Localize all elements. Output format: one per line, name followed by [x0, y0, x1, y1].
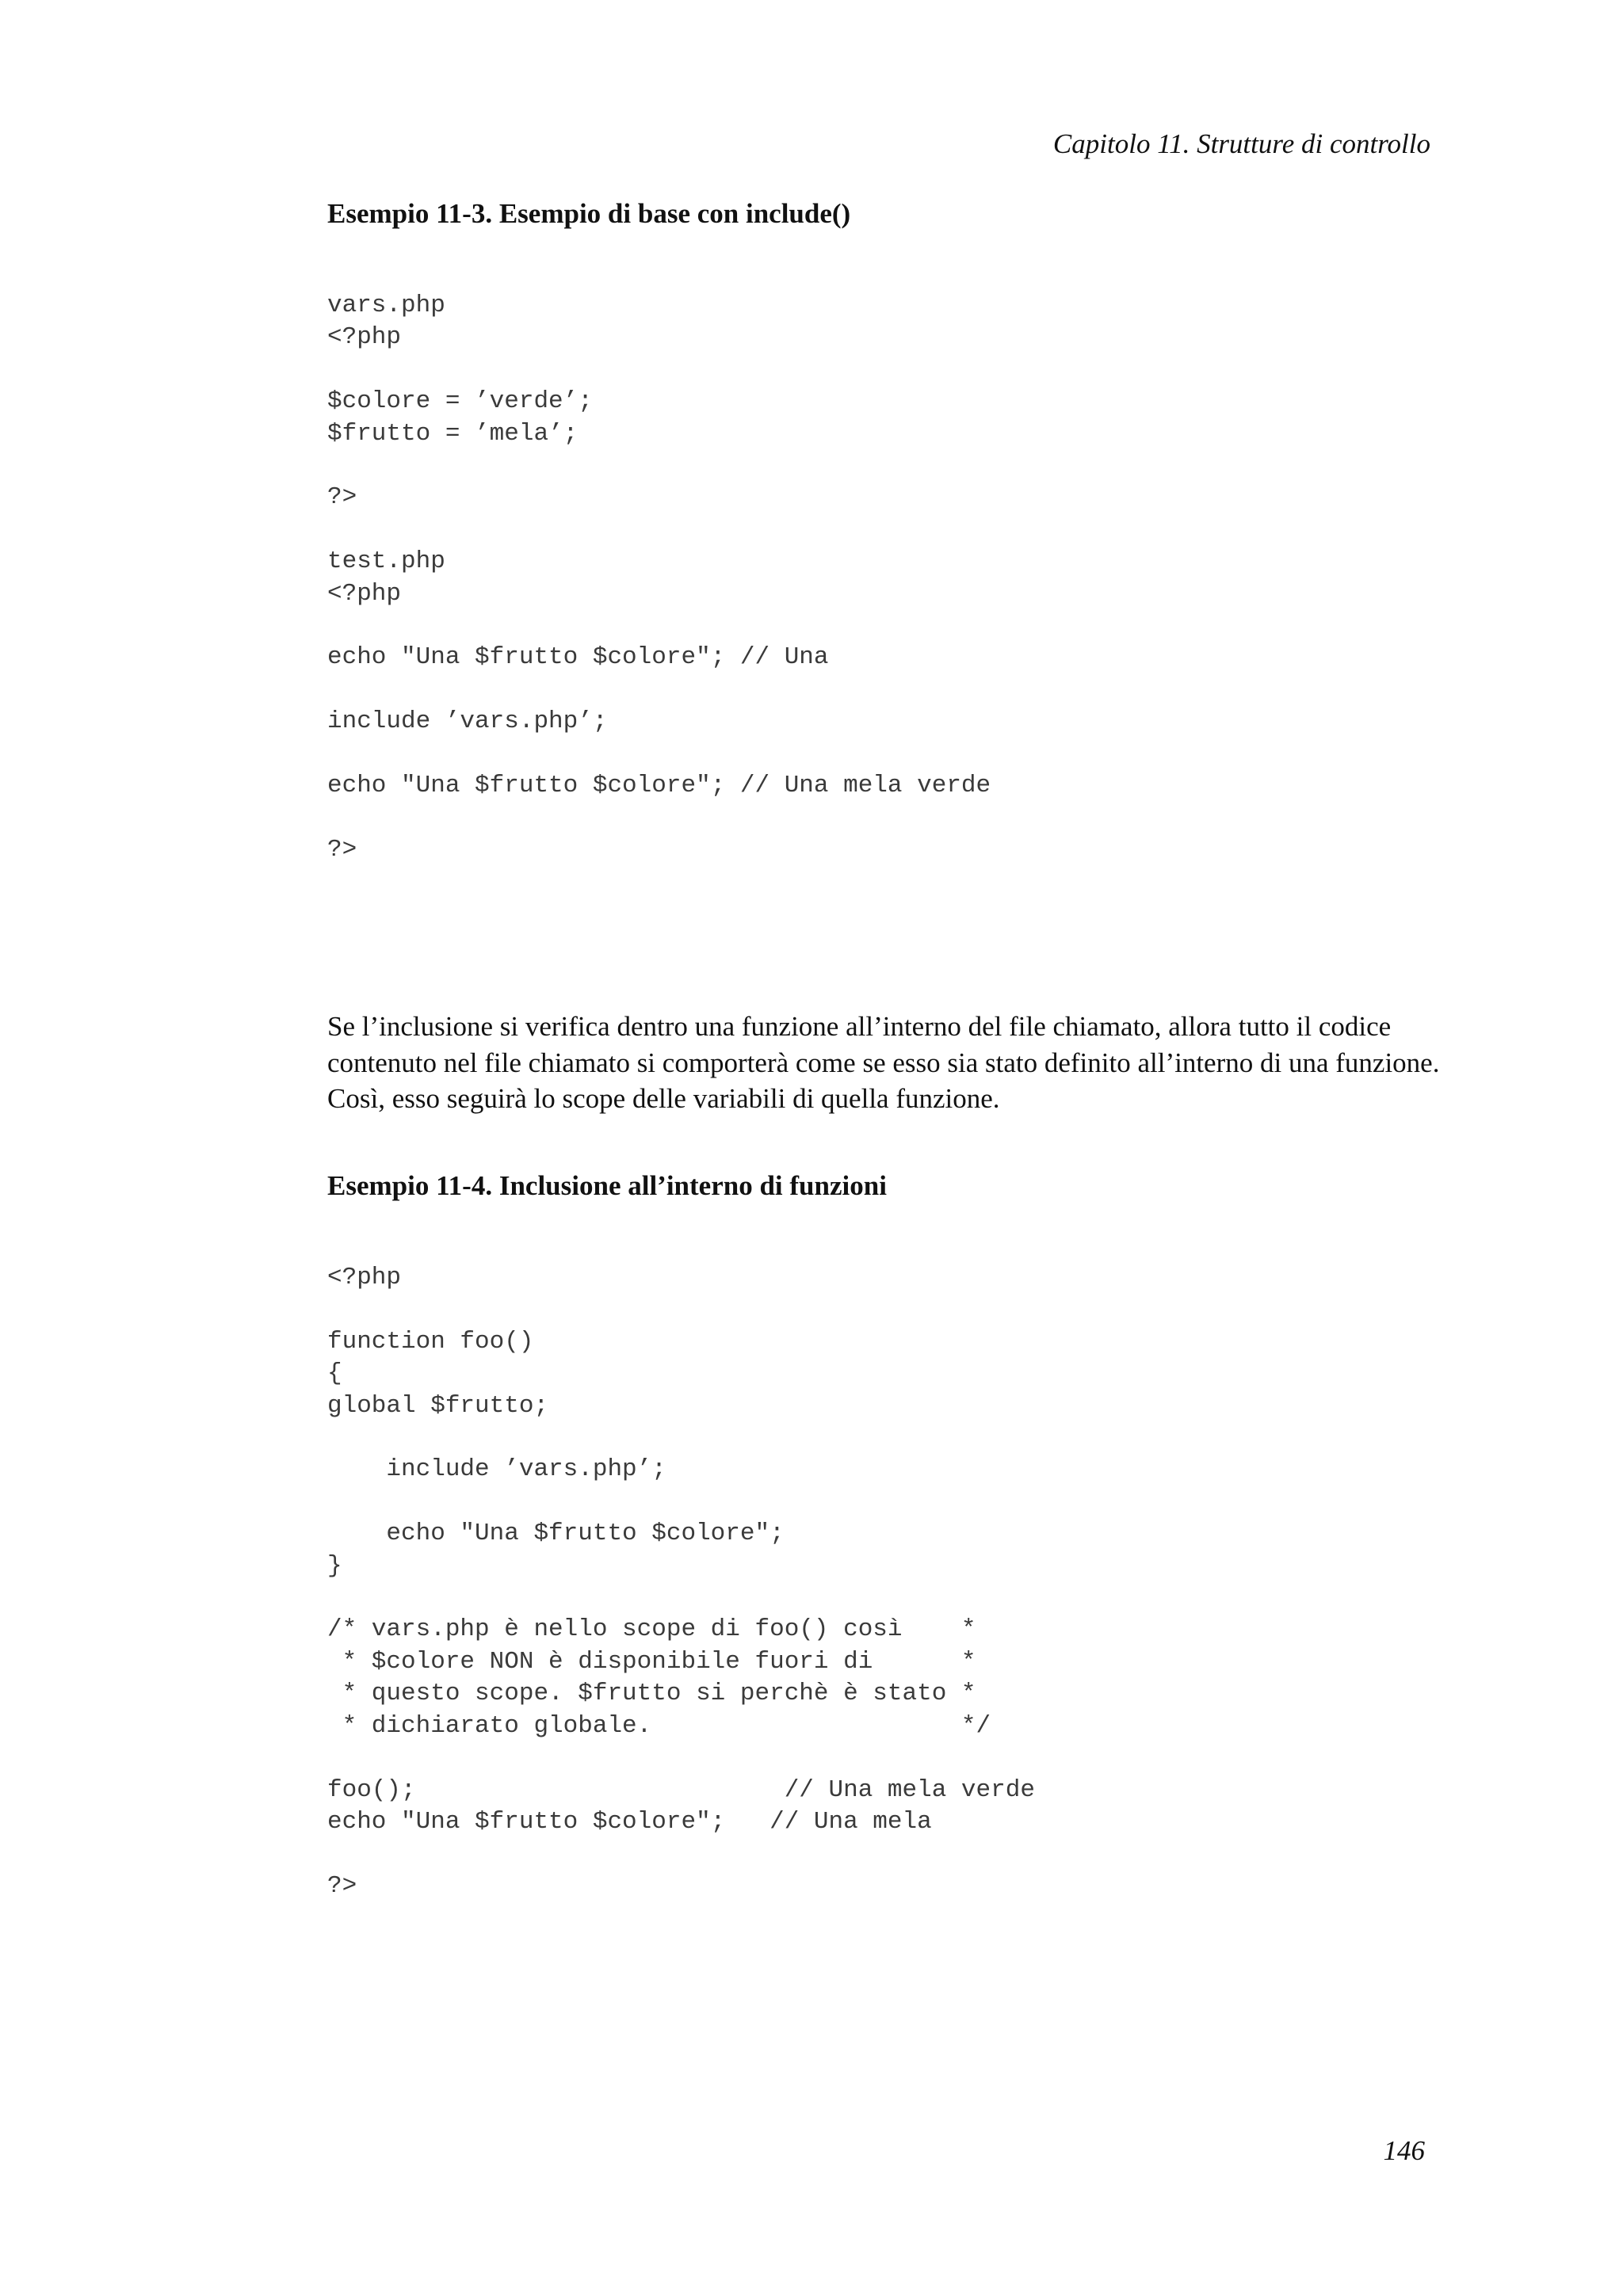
running-header: Capitolo 11. Strutture di controllo	[1052, 128, 1430, 159]
paragraph-line: Se l’inclusione si verifica dentro una funzione all’interno del file chiamato, allora tutto il codice	[327, 1011, 1392, 1042]
page-number: 146	[1383, 2135, 1425, 2166]
example-11-4-code: <?php function foo() { global $frutto; include ’vars.php’; echo "Una $frutto $colore"; } /* vars.php è nello scope di foo() così * * $colore NON è disponibile fuori di * * questo scope. $frutto si perchè è stato * * dichiarato globale. */ foo(); // Una mela verde echo "Una $frutto $colore"; // Una mela ?>	[327, 1264, 1035, 1900]
paragraph-line: Così, esso seguirà lo scope delle variabili di quella funzione.	[327, 1083, 1000, 1114]
example-11-4-title: Esempio 11-4. Inclusione all’interno di funzioni	[327, 1170, 887, 1201]
example-11-3-title: Esempio 11-3. Esempio di base con include()	[327, 198, 851, 229]
example-11-3-code: vars.php <?php $colore = ’verde’; $frutto = ’mela’; ?> test.php <?php echo "Una $frutto $colore"; // Una include ’vars.php’; echo "Una $frutto $colore"; // Una mela verde ?>	[327, 292, 991, 864]
body-paragraph	[327, 1009, 1440, 1117]
paragraph-line: contenuto nel file chiamato si comporterà come se esso sia stato definito all’interno di una funzione.	[327, 1047, 1440, 1078]
